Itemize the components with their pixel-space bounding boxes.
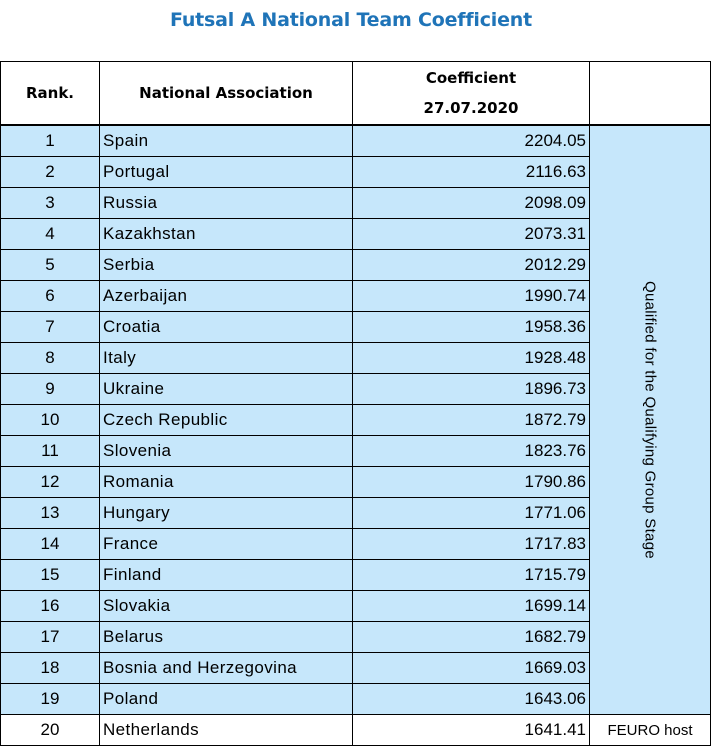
association-cell: Belarus [100, 622, 353, 653]
coefficient-table [0, 61, 711, 746]
coefficient-cell: 1990.74 [353, 281, 590, 312]
association-cell: Azerbaijan [100, 281, 353, 312]
rank-cell: 10 [1, 405, 100, 436]
association-cell: Slovakia [100, 591, 353, 622]
table-row [1, 715, 711, 746]
coefficient-cell: 1699.14 [353, 591, 590, 622]
header-coefficient [353, 62, 590, 126]
coefficient-cell: 2012.29 [353, 250, 590, 281]
association-cell: Serbia [100, 250, 353, 281]
coefficient-cell: 1958.36 [353, 312, 590, 343]
association-cell: France [100, 529, 353, 560]
rank-cell: 16 [1, 591, 100, 622]
coefficient-cell: 1823.76 [353, 436, 590, 467]
association-cell: Czech Republic [100, 405, 353, 436]
rank-cell: 9 [1, 374, 100, 405]
association-cell: Ukraine [100, 374, 353, 405]
page-title: Futsal A National Team Coefficient [169, 9, 533, 31]
coefficient-cell: 1682.79 [353, 622, 590, 653]
association-cell: Bosnia and Herzegovina [100, 653, 353, 684]
rank-cell: 4 [1, 219, 100, 250]
coefficient-cell: 1643.06 [353, 684, 590, 715]
rank-cell: 7 [1, 312, 100, 343]
table-body [1, 125, 711, 746]
header-note [590, 62, 711, 126]
header-row [1, 62, 711, 126]
rank-cell: 13 [1, 498, 100, 529]
coefficient-cell: 1669.03 [353, 653, 590, 684]
rank-cell: 1 [1, 125, 100, 157]
table-row [1, 125, 711, 157]
association-cell: Finland [100, 560, 353, 591]
rank-cell: 15 [1, 560, 100, 591]
rank-cell: 2 [1, 157, 100, 188]
coefficient-cell: 1896.73 [353, 374, 590, 405]
association-cell: Hungary [100, 498, 353, 529]
host-note: FEURO host [590, 715, 711, 746]
association-cell: Croatia [100, 312, 353, 343]
association-cell: Kazakhstan [100, 219, 353, 250]
coefficient-cell: 1715.79 [353, 560, 590, 591]
association-cell: Romania [100, 467, 353, 498]
coefficient-cell: 2204.05 [353, 125, 590, 157]
association-cell: Italy [100, 343, 353, 374]
rank-cell: 11 [1, 436, 100, 467]
association-cell: Russia [100, 188, 353, 219]
coefficient-cell: 1641.41 [353, 715, 590, 746]
header-coefficient-date: 27.07.2020 [423, 99, 519, 117]
coefficient-cell: 2098.09 [353, 188, 590, 219]
coefficient-cell: 1771.06 [353, 498, 590, 529]
rank-cell: 17 [1, 622, 100, 653]
coefficient-cell: 1872.79 [353, 405, 590, 436]
qualified-note-cell [590, 125, 711, 715]
rank-cell: 14 [1, 529, 100, 560]
association-cell: Portugal [100, 157, 353, 188]
association-cell: Spain [100, 125, 353, 157]
rank-cell: 12 [1, 467, 100, 498]
qualified-note: Qualified for the Qualifying Group Stage [641, 281, 659, 559]
rank-cell: 20 [1, 715, 100, 746]
coefficient-cell: 1717.83 [353, 529, 590, 560]
rank-cell: 3 [1, 188, 100, 219]
header-coefficient-label: Coefficient [425, 69, 517, 87]
rank-cell: 5 [1, 250, 100, 281]
association-cell: Netherlands [100, 715, 353, 746]
header-rank: Rank. [1, 62, 100, 126]
association-cell: Poland [100, 684, 353, 715]
rank-cell: 18 [1, 653, 100, 684]
coefficient-cell: 2116.63 [353, 157, 590, 188]
rank-cell: 6 [1, 281, 100, 312]
association-cell: Slovenia [100, 436, 353, 467]
coefficient-cell: 2073.31 [353, 219, 590, 250]
rank-cell: 19 [1, 684, 100, 715]
coefficient-cell: 1928.48 [353, 343, 590, 374]
rank-cell: 8 [1, 343, 100, 374]
header-association: National Association [100, 62, 353, 126]
coefficient-cell: 1790.86 [353, 467, 590, 498]
